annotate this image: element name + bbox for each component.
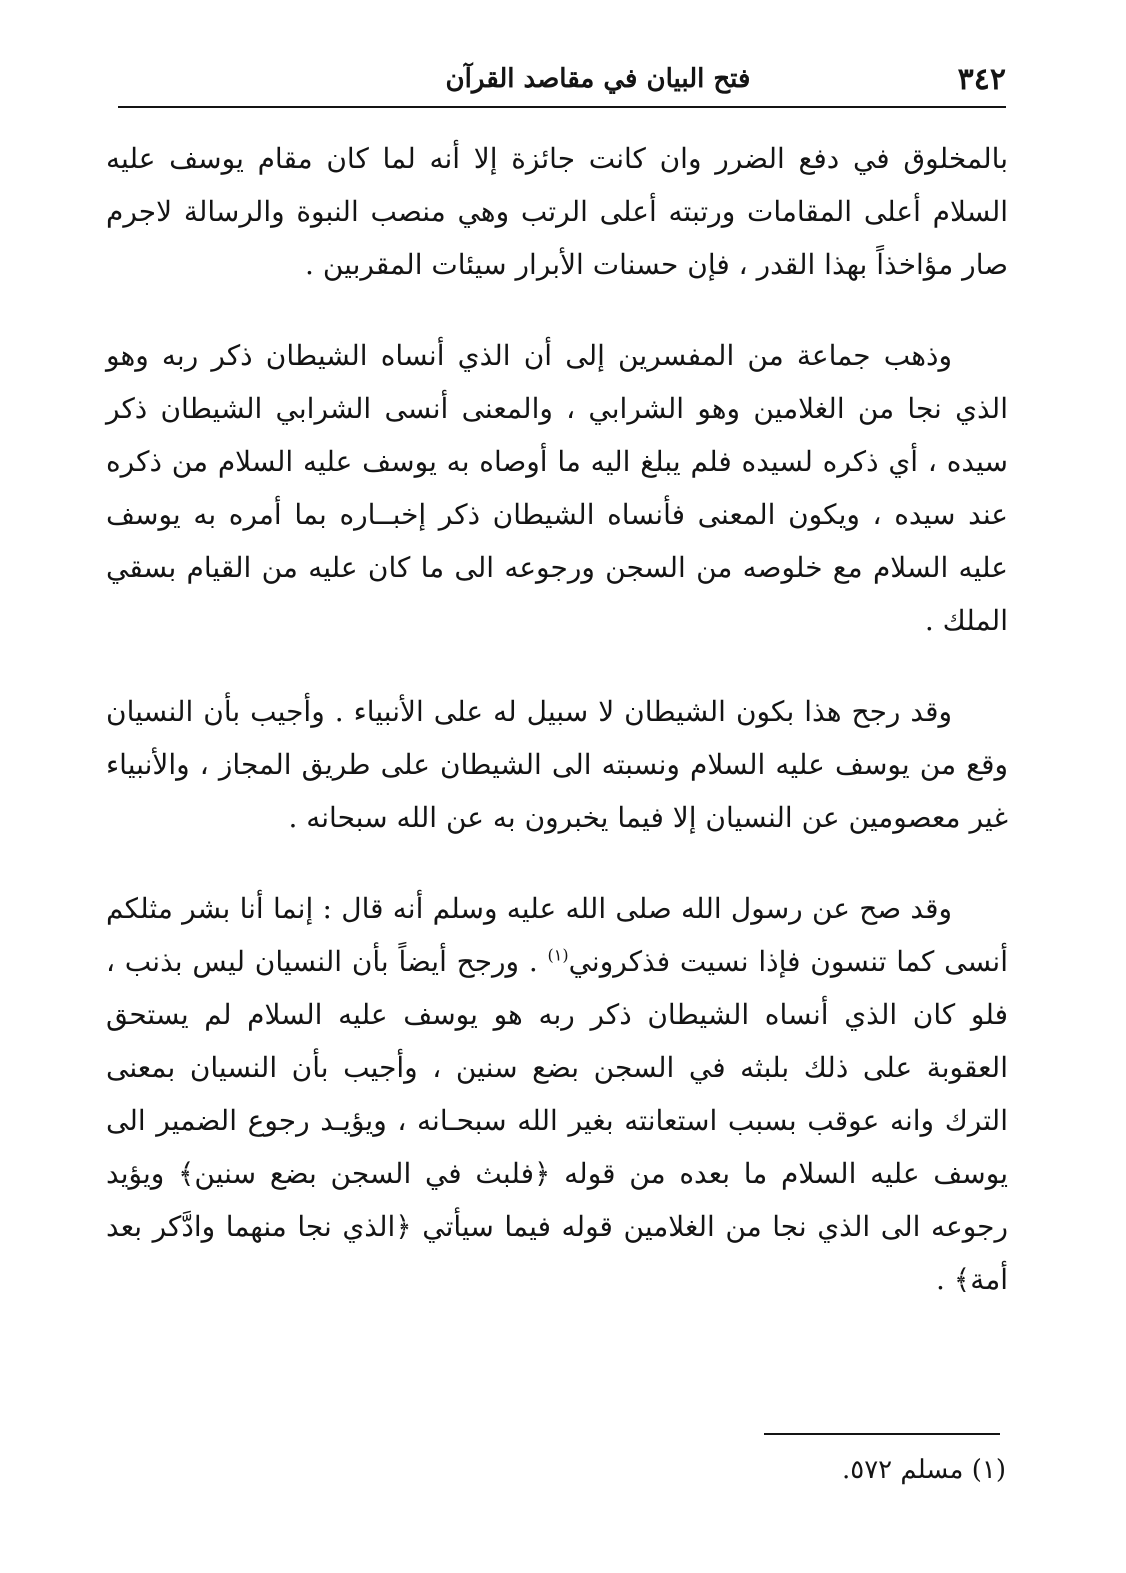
paragraph-1: بالمخلوق في دفع الضرر وان كانت جائزة إلا أنه لما كان مقام يوسف عليه السلام أعلى المقامات ورتبته أعلى الرتب وهي منصب النبوة والرسالة لاجرم صار مؤاخذاً بهذا القدر ، فإن حسنات الأبرار سيئات المقربين . — [106, 142, 1008, 281]
running-title: فتح البيان في مقاصد القرآن — [445, 64, 751, 94]
paragraph-4-text-end: . ورجح أيضاً بأن النسيان ليس بذنب ، فلو كان الذي أنساه الشيطان ذكر ربه هو يوسف عليه السلام لم يستحق العقوبة على ذلك بلبثه في السجن بضع سنين ، وأجيب بأن النسيان بمعنى الترك وانه عوقب بسبب استعانته بغير الله سبحـانه ، ويؤيـد رجوع الضمير الى يوسف عليه السلام ما بعده من قوله ﴿فلبث في السجن بضع سنين﴾ ويؤيد رجوعه الى الذي نجا من الغلامين قوله فيما سيأتي ﴿الذي نجا منهما وادَّكر بعد أمة﴾ . — [106, 945, 1008, 1296]
paragraph-4 — [106, 882, 1008, 1306]
footnote-reference[interactable]: (١) — [547, 945, 569, 965]
paragraph-2: وذهب جماعة من المفسرين إلى أن الذي أنساه الشيطان ذكر ربه وهو الذي نجا من الغلامين وهو الشرابي ، والمعنى أنسى الشرابي الشيطان ذكر سيده ، أي ذكره لسيده فلم يبلغ اليه ما أوصاه به يوسف عليه السلام من ذكره عند سيده ، ويكون المعنى فأنساه الشيطان ذكر إخبــاره بما أمره به يوسف عليه السلام مع خلوصه من السجن ورجوعه الى ما كان عليه من القيام بسقي الملك . — [106, 339, 1008, 637]
page-header — [118, 56, 1006, 108]
footnote: (١) مسلم ٥٧٢. — [841, 1455, 1006, 1485]
paragraph-4-text-start: وقد صح عن رسول الله صلى الله عليه وسلم أنه قال : إنما أنا بشر مثلكم أنسى كما تنسون فإذا نسيت فذكروني — [106, 892, 1008, 978]
paragraph-3: وقد رجح هذا بكون الشيطان لا سبيل له على الأنبياء . وأجيب بأن النسيان وقع من يوسف عليه السلام ونسبته الى الشيطان على طريق المجاز ، والأنبياء غير معصومين عن النسيان إلا فيما يخبرون به عن الله سبحانه . — [106, 695, 1008, 834]
page-number: ٣٤٢ — [957, 62, 1006, 97]
footnote-separator — [764, 1433, 1000, 1435]
body-text — [106, 132, 1008, 1306]
